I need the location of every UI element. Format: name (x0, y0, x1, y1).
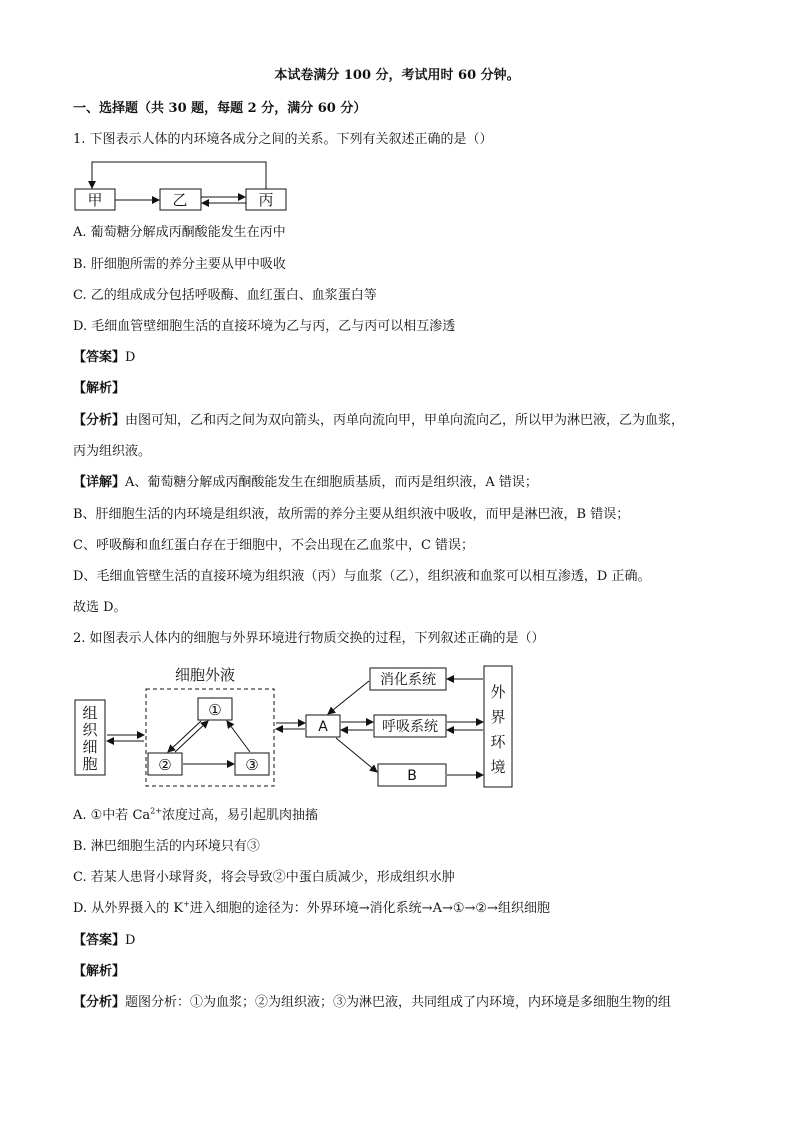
q1-box-yi-label: 乙 (172, 191, 188, 209)
q2-option-a-sup: 2+ (150, 806, 162, 816)
q1-fenxi-text1: 由图可知，乙和丙之间为双向箭头，丙单向流向甲，甲单向流向乙，所以甲为淋巴液，乙为血浆， (125, 413, 685, 428)
q2-option-c: C. 若某人患肾小球肾炎，将会导致②中蛋白质减少，形成组织水肿 (73, 870, 455, 885)
tissue-cell-char-3: 细 (82, 738, 98, 756)
extracellular-fluid-title: 细胞外液 (174, 666, 236, 684)
q1-detail-a-line (73, 474, 538, 492)
node-2-label: ② (158, 756, 172, 774)
q2-fenxi-text1: 题图分析：①为血浆；②为组织液；③为淋巴液，共同组成了内环境，内环境是多细胞生物的组 (125, 995, 672, 1010)
q1-answer-label: 【答案】 (73, 350, 126, 365)
q1-conclusion: 故选 D。 (73, 600, 127, 615)
q2-answer-label: 【答案】 (73, 933, 126, 948)
q1-box-jia-label: 甲 (87, 191, 103, 209)
tissue-cell-char-2: 织 (82, 721, 98, 739)
q2-answer-line (73, 932, 135, 950)
tissue-cell-char-1: 组 (82, 704, 98, 722)
exam-header: 本试卷满分 100 分，考试用时 60 分钟。 (274, 68, 520, 83)
q2-option-a (73, 807, 318, 825)
q1-arrow-bing-to-jia (92, 162, 266, 189)
q1-detail-d: D、毛细血管壁生活的直接环境为组织液（丙）与血浆（乙），组织液和血浆可以相互渗透，D 正确。 (73, 569, 651, 584)
arrow-1-to-2 (168, 721, 201, 752)
q2-fenxi-label: 【分析】 (73, 995, 126, 1010)
tissue-cell-char-4: 胞 (82, 755, 98, 773)
node-3-label: ③ (245, 756, 259, 774)
q2-stem: 2. 如图表示人体内的细胞与外界环境进行物质交换的过程，下列叙述正确的是（） (73, 631, 545, 646)
q1-fenxi-label: 【分析】 (73, 413, 126, 428)
q1-analysis-label: 【解析】 (73, 381, 126, 396)
node-a-label: A (318, 719, 328, 735)
q2-option-a-post: 浓度过高，易引起肌肉抽搐 (161, 808, 318, 823)
q2-option-b: B. 淋巴细胞生活的内环境只有③ (73, 839, 260, 854)
q2-diagram (72, 660, 522, 794)
external-environment-char-2: 界 (490, 708, 506, 726)
arrow-digestive-to-a (328, 681, 369, 714)
q1-stem: 1. 下图表示人体的内环境各成分之间的关系。下列有关叙述正确的是（） (73, 132, 493, 147)
arrow-a-to-b (336, 738, 377, 772)
q1-fenxi-line1 (73, 412, 684, 430)
external-environment-char-4: 境 (490, 758, 506, 776)
q1-box-bing-label: 丙 (258, 191, 274, 209)
q1-xiangjie-label: 【详解】 (73, 475, 126, 490)
q1-option-c: C. 乙的组成成分包括呼吸酶、血红蛋白、血浆蛋白等 (73, 288, 377, 303)
q1-detail-b: B、肝细胞生活的内环境是组织液，故所需的养分主要从组织液中吸收，而甲是淋巴液，B 错误； (73, 507, 630, 522)
section-title: 一、选择题（共 30 题，每题 2 分，满分 60 分） (73, 101, 367, 116)
q1-option-d: D. 毛细血管壁细胞生活的直接环境为乙与丙，乙与丙可以相互渗透 (73, 319, 456, 334)
q1-detail-a: A、葡萄糖分解成丙酮酸能发生在细胞质基质，而丙是组织液，A 错误； (125, 475, 538, 490)
external-environment-char-3: 环 (490, 733, 506, 751)
q1-fenxi-line2: 丙为组织液。 (73, 444, 152, 459)
q2-analysis-label: 【解析】 (73, 964, 126, 979)
q1-answer: D (125, 350, 136, 365)
q2-option-d (73, 900, 550, 918)
q1-answer-line (73, 349, 135, 367)
node-1-label: ① (208, 701, 222, 719)
q2-option-d-post: 进入细胞的途径为：外界环境→消化系统→A→①→②→组织细胞 (189, 901, 550, 916)
q2-option-d-sup: + (183, 899, 190, 909)
arrow-2-to-1 (175, 721, 208, 752)
q2-answer: D (125, 933, 136, 948)
q2-option-a-pre: A. ①中若 Ca (73, 808, 151, 823)
q1-diagram (70, 158, 300, 214)
q1-option-a: A. 葡萄糖分解成丙酮酸能发生在丙中 (73, 225, 286, 240)
node-b-label: B (407, 768, 417, 784)
digestive-system-label: 消化系统 (380, 672, 436, 688)
respiratory-system-label: 呼吸系统 (382, 719, 438, 735)
arrow-3-to-1 (227, 721, 250, 752)
q1-option-b: B. 肝细胞所需的养分主要从甲中吸收 (73, 257, 286, 272)
q1-detail-c: C、呼吸酶和血红蛋白存在于细胞中，不会出现在乙血浆中，C 错误； (73, 538, 475, 553)
external-environment-char-1: 外 (490, 683, 506, 701)
q2-fenxi-line1 (73, 994, 671, 1012)
q2-option-d-pre: D. 从外界摄入的 K (73, 901, 184, 916)
